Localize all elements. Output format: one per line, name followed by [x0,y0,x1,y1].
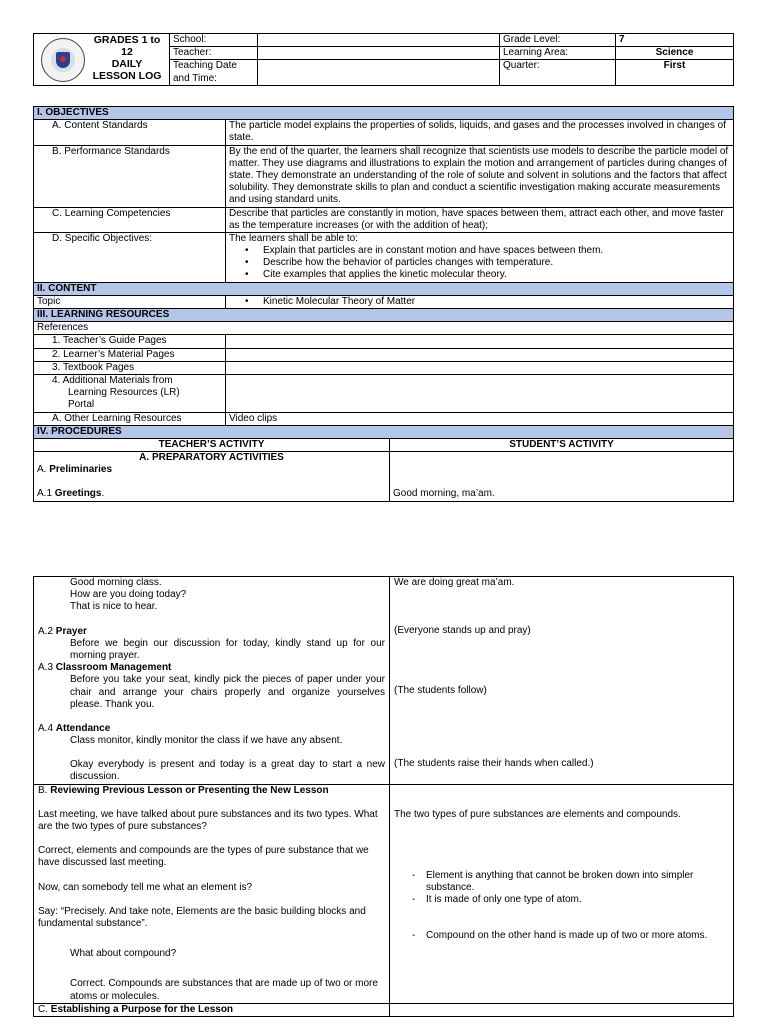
header-title-line: LESSON LOG [92,70,162,82]
topic-label: Topic [34,295,226,308]
preparatory-heading: A. PREPARATORY ACTIVITIES [139,452,284,464]
topic-cell [226,295,734,308]
purpose-cell [34,1003,390,1016]
review-prefix: B. [38,784,51,796]
preliminaries-prefix: A. [37,464,50,476]
review-answer: - Compound on the other hand is made up of two or more atoms. [394,930,729,942]
review-answer: The two types of pure substances are elements and compounds. [394,808,681,820]
attendance-heading [38,723,385,735]
prayer-response: (Everyone stands up and pray) [394,625,531,637]
learners-material-value [226,348,734,361]
deped-seal-icon [41,38,85,82]
attendance-title: Attendance [55,722,111,734]
prayer-prefix: A.2 [38,625,56,637]
review-title: Reviewing Previous Lesson or Presenting the New Lesson [50,784,329,796]
objectives-heading: I. OBJECTIVES [34,107,734,120]
greetings-response: Good morning, ma’am. [390,452,734,502]
additional-materials-value [226,374,734,412]
learners-material-label: 2. Learner’s Material Pages [34,348,226,361]
list-item: • Describe how the behavior of particles changes with temperature. [263,257,730,269]
specific-objectives-intro: The learners shall be able to: [229,232,358,244]
prayer-title: Prayer [55,625,87,637]
header-title-cell [34,34,170,86]
classroom-management-text: Before you take your seat, kindly pick the pieces of paper under your chair and arrange your chairs properly and organize yourselves please. Thank you. [70,674,385,710]
specific-objectives-cell [226,232,734,282]
learning-area-label: Learning Area: [500,47,616,60]
quarter-value: First [616,60,734,85]
attendance-prefix: A.4 [38,722,56,734]
lesson-plan-table [33,106,734,502]
review-statement: Say: “Precisely. And take note, Elements are the basic building blocks and fundamental substance”. [38,905,366,929]
school-label: School: [170,34,258,47]
classroom-management-title: Classroom Management [55,662,172,674]
student-greeting-response: We are doing great ma’am. [394,577,515,588]
attendance-text: Okay everybody is present and today is a great day to start a new discussion. [70,759,385,783]
other-resources-label: A. Other Learning Resources [34,412,226,425]
review-question: Last meeting, we have talked about pure substances and its two types. What are the two types of pure substances? [38,808,378,832]
greetings-line [37,488,386,500]
attendance-response: (The students raise their hands when called.) [394,757,594,769]
teachers-guide-value [226,335,734,348]
header-title-line: GRADES 1 to [93,34,161,46]
teacher-label: Teacher: [170,47,258,60]
teacher-value[interactable] [258,47,500,60]
content-heading: II. CONTENT [34,282,734,295]
grade-level-label: Grade Level: [500,34,616,47]
textbook-pages-label: 3. Textbook Pages [34,361,226,374]
review-statement: Correct. Compounds are substances that are made up of two or more atoms or molecules. [70,978,378,1002]
student-activity-header: STUDENT’S ACTIVITY [390,438,734,451]
grade-level-value: 7 [616,34,734,47]
review-question: What about compound? [70,948,177,960]
purpose-prefix: C. [38,1003,51,1015]
greetings-title: Greetings [54,488,102,500]
teacher-activity-header: TEACHER’S ACTIVITY [34,438,390,451]
preliminaries-title: Preliminaries [49,464,113,476]
review-student-cell [390,784,734,1003]
teaching-date-label [170,60,258,85]
greetings-prefix: A.1 [37,488,55,500]
procedures-heading: IV. PROCEDURES [34,425,734,438]
topic-value: • Kinetic Molecular Theory of Matter [263,296,730,308]
other-resources-value: Video clips [226,412,734,425]
learning-competencies-label: C. Learning Competencies [34,207,226,232]
list-item: • Explain that particles are in constant motion and have spaces between them. [263,245,730,257]
header-title-line: DAILY [111,58,143,70]
review-teacher-cell [34,784,390,1003]
prayer-text: Before we begin our discussion for today, kindly stand up for our morning prayer. [70,637,385,661]
header-title-line: 12 [121,46,133,58]
content-standards-label: A. Content Standards [34,120,226,145]
learning-area-value: Science [616,47,734,60]
preliminaries-cell [34,452,390,502]
textbook-pages-value [226,361,734,374]
teacher-greeting-line: Good morning class. [70,577,162,588]
teacher-greeting-line: How are you doing today? [70,589,187,601]
lesson-log-header [33,33,734,86]
additional-materials-line: 4. Additional Materials from [52,374,173,386]
quarter-label: Quarter: [500,60,616,85]
review-question: Now, can somebody tell me what an element is? [38,881,252,893]
attendance-text: Class monitor, kindly monitor the class if we have any absent. [70,735,343,747]
review-answer: - It is made of only one type of atom. [394,894,729,906]
preliminaries-line [37,464,386,476]
purpose-student-cell [390,1003,734,1016]
additional-materials-line: Portal [68,399,95,411]
teaching-date-label-line: Teaching Date [173,60,237,72]
teaching-date-value[interactable] [258,60,500,85]
review-heading [38,785,385,797]
review-statement: Correct, elements and compounds are the types of pure substance that we have discussed last meeting. [38,845,369,869]
school-value[interactable] [258,34,500,47]
content-standards-text: The particle model explains the properties of solids, liquids, and gases and the processes involved in changes of state. [226,120,734,145]
specific-objectives-list [229,245,730,282]
performance-standards-text: By the end of the quarter, the learners shall recognize that scientists use models to describe the particle model of matter. They use diagrams and illustrations to explain the motion and arrangement of particles during changes of state. They demonstrate an understanding of the role of solute and solvent in solutions and the factors that affect solubility. They demonstrate skills to plan and conduct a scientific investigation making accurate measurements and using standard units. [226,145,734,207]
classroom-management-prefix: A.3 [38,662,56,674]
list-item: • Cite examples that applies the kinetic molecular theory. [263,269,730,281]
teachers-guide-label: 1. Teacher’s Guide Pages [34,335,226,348]
teacher-activity-cell [34,577,390,785]
learning-resources-heading: III. LEARNING RESOURCES [34,309,734,322]
classroom-management-response: (The students follow) [394,685,487,697]
additional-materials-label [34,374,226,412]
procedures-continued-table [33,576,734,1017]
additional-materials-line: Learning Resources (LR) [68,387,180,399]
teacher-greeting-line: That is nice to hear. [70,601,158,613]
student-activity-cell [390,577,734,785]
greetings-suffix: . [101,488,105,500]
purpose-title: Establishing a Purpose for the Lesson [50,1003,234,1015]
specific-objectives-label: D. Specific Objectives: [34,232,226,282]
performance-standards-label: B. Performance Standards [34,145,226,207]
classroom-management-heading [38,662,385,674]
references-label: References [34,322,734,335]
prayer-heading [38,626,385,638]
teaching-date-label-line: and Time: [173,72,217,84]
learning-competencies-text: Describe that particles are constantly in motion, have spaces between them, attract each other, and move faster as the temperature increases (or with the addition of heat); [226,207,734,232]
review-answer: - Element is anything that cannot be broken down into simpler substance. [394,870,729,894]
